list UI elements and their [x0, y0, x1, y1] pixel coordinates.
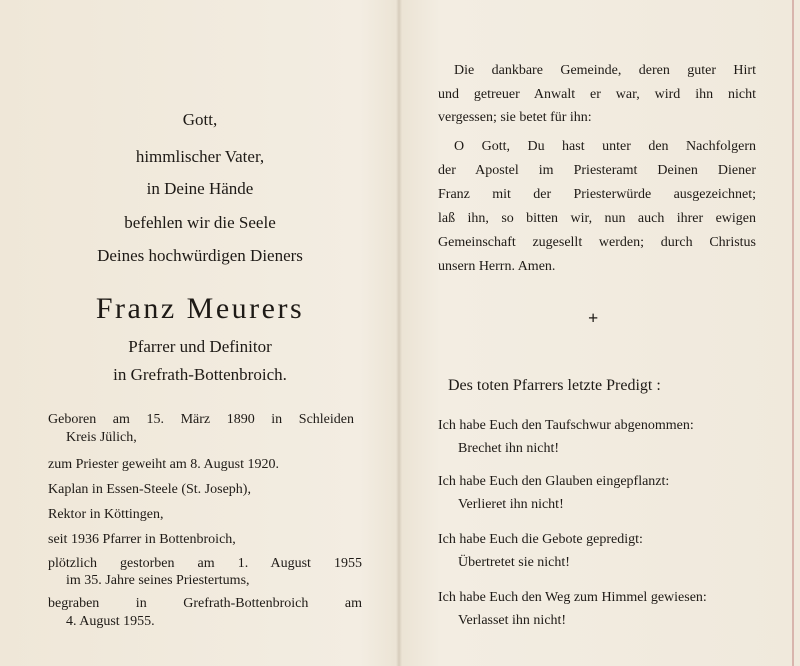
bio-line-3: zum Priester geweiht am 8. August 1920.	[48, 457, 279, 472]
bio-line-1: Geboren am 15. März 1890 in Schleiden	[48, 412, 354, 427]
sermon-response-4: Verlasset ihn nicht!	[458, 613, 567, 628]
closing-prayer-line-4: laß ihn, so bitten wir, nun auch ihrer ewigen	[438, 211, 756, 226]
sermon-response-1: Brechet ihn nicht!	[458, 441, 560, 456]
sermon-line-3: Ich habe Euch die Gebote gepredigt:	[438, 532, 643, 547]
bio-line-7: plötzlich gestorben am 1. August 1955	[48, 556, 362, 571]
prayer-line-2: himmlischer Vater,	[135, 147, 265, 166]
title-line-1: Pfarrer und Definitor	[128, 337, 272, 356]
prayer-line-5: Deines hochwürdigen Dieners	[97, 246, 303, 265]
sermon-line-4: Ich habe Euch den Weg zum Himmel gewiesen:	[438, 590, 707, 605]
bio-line-8: im 35. Jahre seines Priestertums,	[66, 573, 250, 588]
card-fold	[396, 0, 402, 666]
closing-prayer-line-2: der Apostel im Priesteramt Deinen Diener	[438, 163, 756, 178]
cross-icon: +	[588, 308, 599, 328]
prayer-line-4: befehlen wir die Seele	[124, 213, 276, 232]
title-line-2: in Grefrath-Bottenbroich.	[113, 365, 287, 384]
closing-prayer-line-6: unsern Herrn. Amen.	[438, 259, 556, 274]
closing-prayer-line-3: Franz mit der Priesterwürde ausgezeichnet;	[438, 187, 756, 202]
sermon-response-3: Übertretet sie nicht!	[458, 555, 570, 570]
bio-line-2: Kreis Jülich,	[66, 430, 137, 445]
intro-line-2: und getreuer Anwalt er war, wird ihn nicht	[438, 87, 756, 102]
edge-line	[792, 0, 794, 666]
sermon-title: Des toten Pfarrers letzte Predigt :	[448, 377, 661, 394]
deceased-name: Franz Meurers	[95, 292, 305, 325]
closing-prayer-line-1: O Gott, Du hast unter den Nachfolgern	[454, 139, 756, 154]
bio-line-10: 4. August 1955.	[66, 614, 155, 629]
bio-line-9: begraben in Grefrath-Bottenbroich am	[48, 596, 362, 611]
sermon-line-2: Ich habe Euch den Glauben eingepflanzt:	[438, 474, 670, 489]
bio-line-4: Kaplan in Essen-Steele (St. Joseph),	[48, 482, 251, 497]
sermon-response-2: Verlieret ihn nicht!	[458, 497, 564, 512]
bio-line-6: seit 1936 Pfarrer in Bottenbroich,	[48, 532, 236, 547]
intro-line-1: Die dankbare Gemeinde, deren guter Hirt	[454, 63, 756, 78]
intro-line-3: vergessen; sie betet für ihn:	[438, 110, 592, 125]
sermon-line-1: Ich habe Euch den Taufschwur abgenommen:	[438, 418, 694, 433]
prayer-line-1: Gott,	[182, 110, 218, 129]
closing-prayer-line-5: Gemeinschaft zugesellt werden; durch Christus	[438, 235, 756, 250]
prayer-line-3: in Deine Hände	[146, 179, 254, 198]
bio-line-5: Rektor in Köttingen,	[48, 507, 164, 522]
